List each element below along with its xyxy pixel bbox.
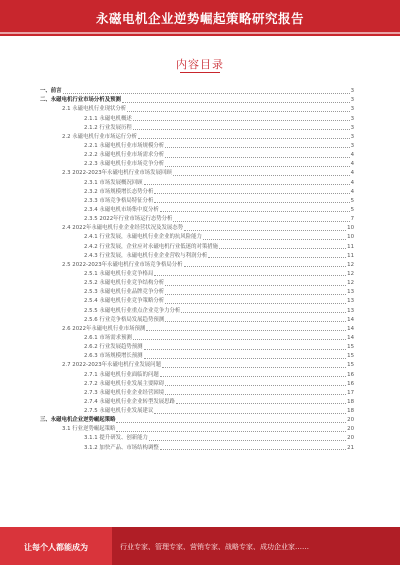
- toc-leader-dots: [165, 303, 346, 304]
- toc-entry[interactable]: [40, 205, 354, 214]
- toc-entry-page: 3: [350, 133, 354, 140]
- toc-entry-title: 2.3.5 2022年行业市场运行态势分析: [84, 216, 173, 223]
- toc-entry-title: 2.6.3 市场规模增长预测: [84, 353, 143, 360]
- toc-leader-dots: [176, 403, 346, 404]
- toc-entry-page: 3: [350, 106, 354, 113]
- toc-entry-page: 3: [350, 88, 354, 95]
- toc-entry[interactable]: [40, 104, 354, 113]
- toc-entry[interactable]: [40, 132, 354, 141]
- toc-entry[interactable]: [40, 305, 354, 314]
- toc-entry-page: 11: [347, 252, 354, 259]
- toc-entry-page: 4: [350, 161, 354, 168]
- toc-entry[interactable]: [40, 342, 354, 351]
- toc-entry[interactable]: [40, 123, 354, 132]
- toc-leader-dots: [184, 230, 346, 231]
- toc-leader-dots: [154, 193, 349, 194]
- toc-leader-dots: [208, 257, 346, 258]
- toc-entry[interactable]: [40, 296, 354, 305]
- toc-leader-dots: [144, 358, 347, 359]
- toc-entry-page: 18: [347, 398, 354, 405]
- toc-leader-dots: [184, 266, 347, 267]
- toc-leader-dots: [203, 239, 346, 240]
- toc-entry-page: 14: [347, 325, 354, 332]
- toc-entry-page: 7: [350, 216, 354, 223]
- toc-entry[interactable]: [40, 159, 354, 168]
- toc-entry[interactable]: [40, 333, 354, 342]
- toc-entry-page: 3: [350, 124, 354, 131]
- toc-leader-dots: [165, 166, 349, 167]
- toc-leader-dots: [154, 413, 346, 414]
- toc-entry[interactable]: [40, 351, 354, 360]
- toc-entry-title: 2.3.4 永磁电机市场集中度分析: [84, 206, 159, 213]
- toc-entry-page: 3: [350, 97, 354, 104]
- toc-entry-title: 2.1.1 永磁电机概述: [84, 115, 132, 122]
- toc-entry-title: 二、永磁电机行业市场分析及预测: [40, 97, 121, 104]
- toc-entry-page: 4: [350, 179, 354, 186]
- toc-entry-page: 5: [350, 206, 354, 213]
- toc-entry[interactable]: [40, 196, 354, 205]
- toc-entry[interactable]: [40, 95, 354, 104]
- toc-leader-dots: [154, 275, 346, 276]
- toc-entry[interactable]: [40, 223, 354, 232]
- toc-entry-title: 2.4.3 行业发展，永磁电机行业企业营收与利润分析: [84, 252, 208, 259]
- toc-entry[interactable]: [40, 168, 354, 177]
- toc-entry-page: 12: [347, 280, 354, 287]
- toc-entry-page: 21: [347, 444, 354, 451]
- toc-entry[interactable]: [40, 369, 354, 378]
- toc-entry-page: 3: [350, 142, 354, 149]
- toc-leader-dots: [154, 202, 349, 203]
- toc-leader-dots: [116, 431, 346, 432]
- toc-entry[interactable]: [40, 324, 354, 333]
- toc-leader-dots: [133, 129, 350, 130]
- toc-entry-title: 2.5.4 永磁电机行业竞争策略分析: [84, 298, 165, 305]
- toc-entry[interactable]: [40, 269, 354, 278]
- toc-entry-page: 13: [347, 307, 354, 314]
- toc-leader-dots: [165, 321, 346, 322]
- toc-entry-page: 10: [347, 234, 354, 241]
- toc-entry-page: 15: [347, 362, 354, 369]
- table-of-contents: [40, 86, 354, 452]
- toc-leader-dots: [122, 102, 350, 103]
- toc-entry-title: 2.7.4 永磁电机行业企业转型发展思路: [84, 398, 175, 405]
- toc-entry-page: 13: [347, 298, 354, 305]
- toc-entry-page: 5: [350, 197, 354, 204]
- toc-leader-dots: [127, 111, 349, 112]
- toc-entry-title: 2.7.3 永磁电机行业企业经营困境: [84, 389, 165, 396]
- toc-entry-title: 2.5.5 永磁电机行业重点企业竞争力分析: [84, 307, 181, 314]
- toc-leader-dots: [173, 175, 350, 176]
- toc-entry-title: 2.7.5 永磁电机行业发展建议: [84, 408, 154, 415]
- toc-entry-page: 18: [347, 408, 354, 415]
- toc-entry[interactable]: [40, 388, 354, 397]
- toc-leader-dots: [165, 294, 346, 295]
- toc-entry-title: 2.5 2022-2023年永磁电机行业市场竞争格局分析: [62, 261, 183, 268]
- toc-entry-title: 2.7.1 永磁电机行业面临的问题: [84, 371, 159, 378]
- toc-leader-dots: [149, 440, 346, 441]
- toc-leader-dots: [144, 184, 350, 185]
- toc-entry[interactable]: [40, 287, 354, 296]
- toc-entry[interactable]: [40, 86, 354, 95]
- toc-entry-title: 2.1.2 行业发展历程: [84, 124, 132, 131]
- toc-leader-dots: [133, 339, 346, 340]
- toc-entry-title: 2.6.1 市场需求预测: [84, 334, 132, 341]
- toc-entry-title: 2.2.1 永磁电机行业市场规模分析: [84, 142, 165, 149]
- toc-entry-title: 3.1.2 加快产品、市场结构调整: [84, 444, 159, 451]
- toc-entry[interactable]: [40, 232, 354, 241]
- toc-leader-dots: [146, 330, 346, 331]
- toc-entry-page: 11: [347, 243, 354, 250]
- toc-entry-page: 16: [347, 380, 354, 387]
- toc-entry[interactable]: [40, 150, 354, 159]
- toc-entry[interactable]: [40, 141, 354, 150]
- toc-entry-title: 3.1 行业逆势崛起策略: [62, 426, 116, 433]
- toc-leader-dots: [133, 120, 350, 121]
- toc-entry[interactable]: [40, 315, 354, 324]
- toc-entry-page: 20: [347, 435, 354, 442]
- toc-entry-page: 14: [347, 316, 354, 323]
- toc-leader-dots: [165, 157, 349, 158]
- toc-entry[interactable]: [40, 177, 354, 186]
- toc-entry-title: 2.2 永磁电机行业市场运行分析: [62, 133, 137, 140]
- toc-heading: 内容目录: [176, 58, 224, 71]
- toc-entry-title: 2.5.2 永磁电机行业竞争结构分析: [84, 280, 165, 287]
- toc-entry-title: 2.7.2 永磁电机行业发展主要障碍: [84, 380, 165, 387]
- toc-entry[interactable]: [40, 241, 354, 250]
- footer-tagline: 行业专家、管理专家、营销专家、战略专家、成功企业家……: [120, 543, 309, 551]
- toc-entry-page: 15: [347, 344, 354, 351]
- toc-entry-page: 16: [347, 371, 354, 378]
- toc-entry-title: 3.1.1 提升研发、创新能力: [84, 435, 148, 442]
- toc-leader-dots: [165, 147, 349, 148]
- toc-entry-page: 4: [350, 188, 354, 195]
- toc-entry-title: 2.3.2 市场规模增长态势分析: [84, 188, 154, 195]
- toc-entry[interactable]: [40, 379, 354, 388]
- toc-entry[interactable]: [40, 251, 354, 260]
- toc-entry-title: 2.5.6 行业竞争格局发展趋势预测: [84, 316, 165, 323]
- toc-entry[interactable]: [40, 442, 354, 451]
- toc-leader-dots: [63, 93, 350, 94]
- toc-heading-underline: [180, 72, 220, 73]
- toc-entry-title: 2.3.3 市场竞争格局特征分析: [84, 197, 154, 204]
- toc-entry-page: 12: [347, 261, 354, 268]
- toc-entry[interactable]: [40, 433, 354, 442]
- toc-leader-dots: [116, 422, 346, 423]
- toc-entry-title: 2.4.2 行业发展，企业应对永磁电机行业低迷的对策措施: [84, 243, 219, 250]
- toc-entry-page: 20: [347, 417, 354, 424]
- toc-entry-title: 2.4.1 行业发展，永磁电机行业企业的抗风险能力: [84, 234, 202, 241]
- toc-entry-title: 2.3.1 市场发展概况回顾: [84, 179, 143, 186]
- toc-leader-dots: [165, 394, 346, 395]
- toc-entry-title: 2.1 永磁电机行业现状分析: [62, 106, 127, 113]
- toc-entry-page: 17: [347, 389, 354, 396]
- toc-entry[interactable]: [40, 415, 354, 424]
- toc-entry-title: 2.5.1 永磁电机行业竞争格局: [84, 270, 154, 277]
- toc-leader-dots: [165, 285, 346, 286]
- toc-entry-title: 一、前言: [40, 88, 62, 95]
- toc-entry[interactable]: [40, 187, 354, 196]
- toc-entry[interactable]: [40, 406, 354, 415]
- toc-entry[interactable]: [40, 214, 354, 223]
- toc-leader-dots: [219, 248, 346, 249]
- toc-entry-page: 20: [347, 426, 354, 433]
- toc-entry-title: 2.6 2022年永磁电机行业市场预测: [62, 325, 146, 332]
- toc-entry-page: 4: [350, 170, 354, 177]
- toc-leader-dots: [181, 312, 346, 313]
- toc-entry-page: 14: [347, 334, 354, 341]
- footer-slogan: 让每个人都能成为: [24, 543, 88, 552]
- toc-leader-dots: [160, 376, 346, 377]
- toc-leader-dots: [138, 138, 350, 139]
- toc-entry-title: 三、永磁电机企业逆势崛起策略: [40, 417, 116, 424]
- toc-entry-title: 2.5.3 永磁电机行业品牌竞争分析: [84, 289, 165, 296]
- toc-leader-dots: [173, 221, 349, 222]
- toc-leader-dots: [160, 211, 350, 212]
- toc-leader-dots: [144, 349, 347, 350]
- toc-entry[interactable]: [40, 113, 354, 122]
- toc-leader-dots: [162, 367, 346, 368]
- toc-entry-page: 10: [347, 225, 354, 232]
- toc-entry-title: 2.4 2022年永磁电机行业企业经营状况及发展态势: [62, 225, 184, 232]
- toc-entry-page: 13: [347, 289, 354, 296]
- toc-leader-dots: [165, 385, 346, 386]
- toc-entry-title: 2.2.3 永磁电机行业市场竞争分析: [84, 161, 165, 168]
- toc-entry-page: 3: [350, 115, 354, 122]
- toc-entry-page: 12: [347, 270, 354, 277]
- toc-entry-title: 2.7 2022-2023年永磁电机行业发展问题: [62, 362, 161, 369]
- toc-entry-title: 2.3 2022-2023年永磁电机行业市场发展回顾: [62, 170, 172, 177]
- toc-entry[interactable]: [40, 424, 354, 433]
- toc-entry-title: 2.2.2 永磁电机行业市场需求分析: [84, 152, 165, 159]
- toc-entry-title: 2.6.2 行业发展趋势预测: [84, 344, 143, 351]
- toc-entry[interactable]: [40, 278, 354, 287]
- toc-entry-page: 15: [347, 353, 354, 360]
- document-title: 永磁电机企业逆势崛起策略研究报告: [95, 11, 304, 26]
- header-stripe: [0, 32, 400, 34]
- toc-leader-dots: [160, 449, 346, 450]
- toc-entry[interactable]: [40, 260, 354, 269]
- toc-entry-page: 4: [350, 152, 354, 159]
- toc-entry[interactable]: [40, 360, 354, 369]
- toc-entry[interactable]: [40, 397, 354, 406]
